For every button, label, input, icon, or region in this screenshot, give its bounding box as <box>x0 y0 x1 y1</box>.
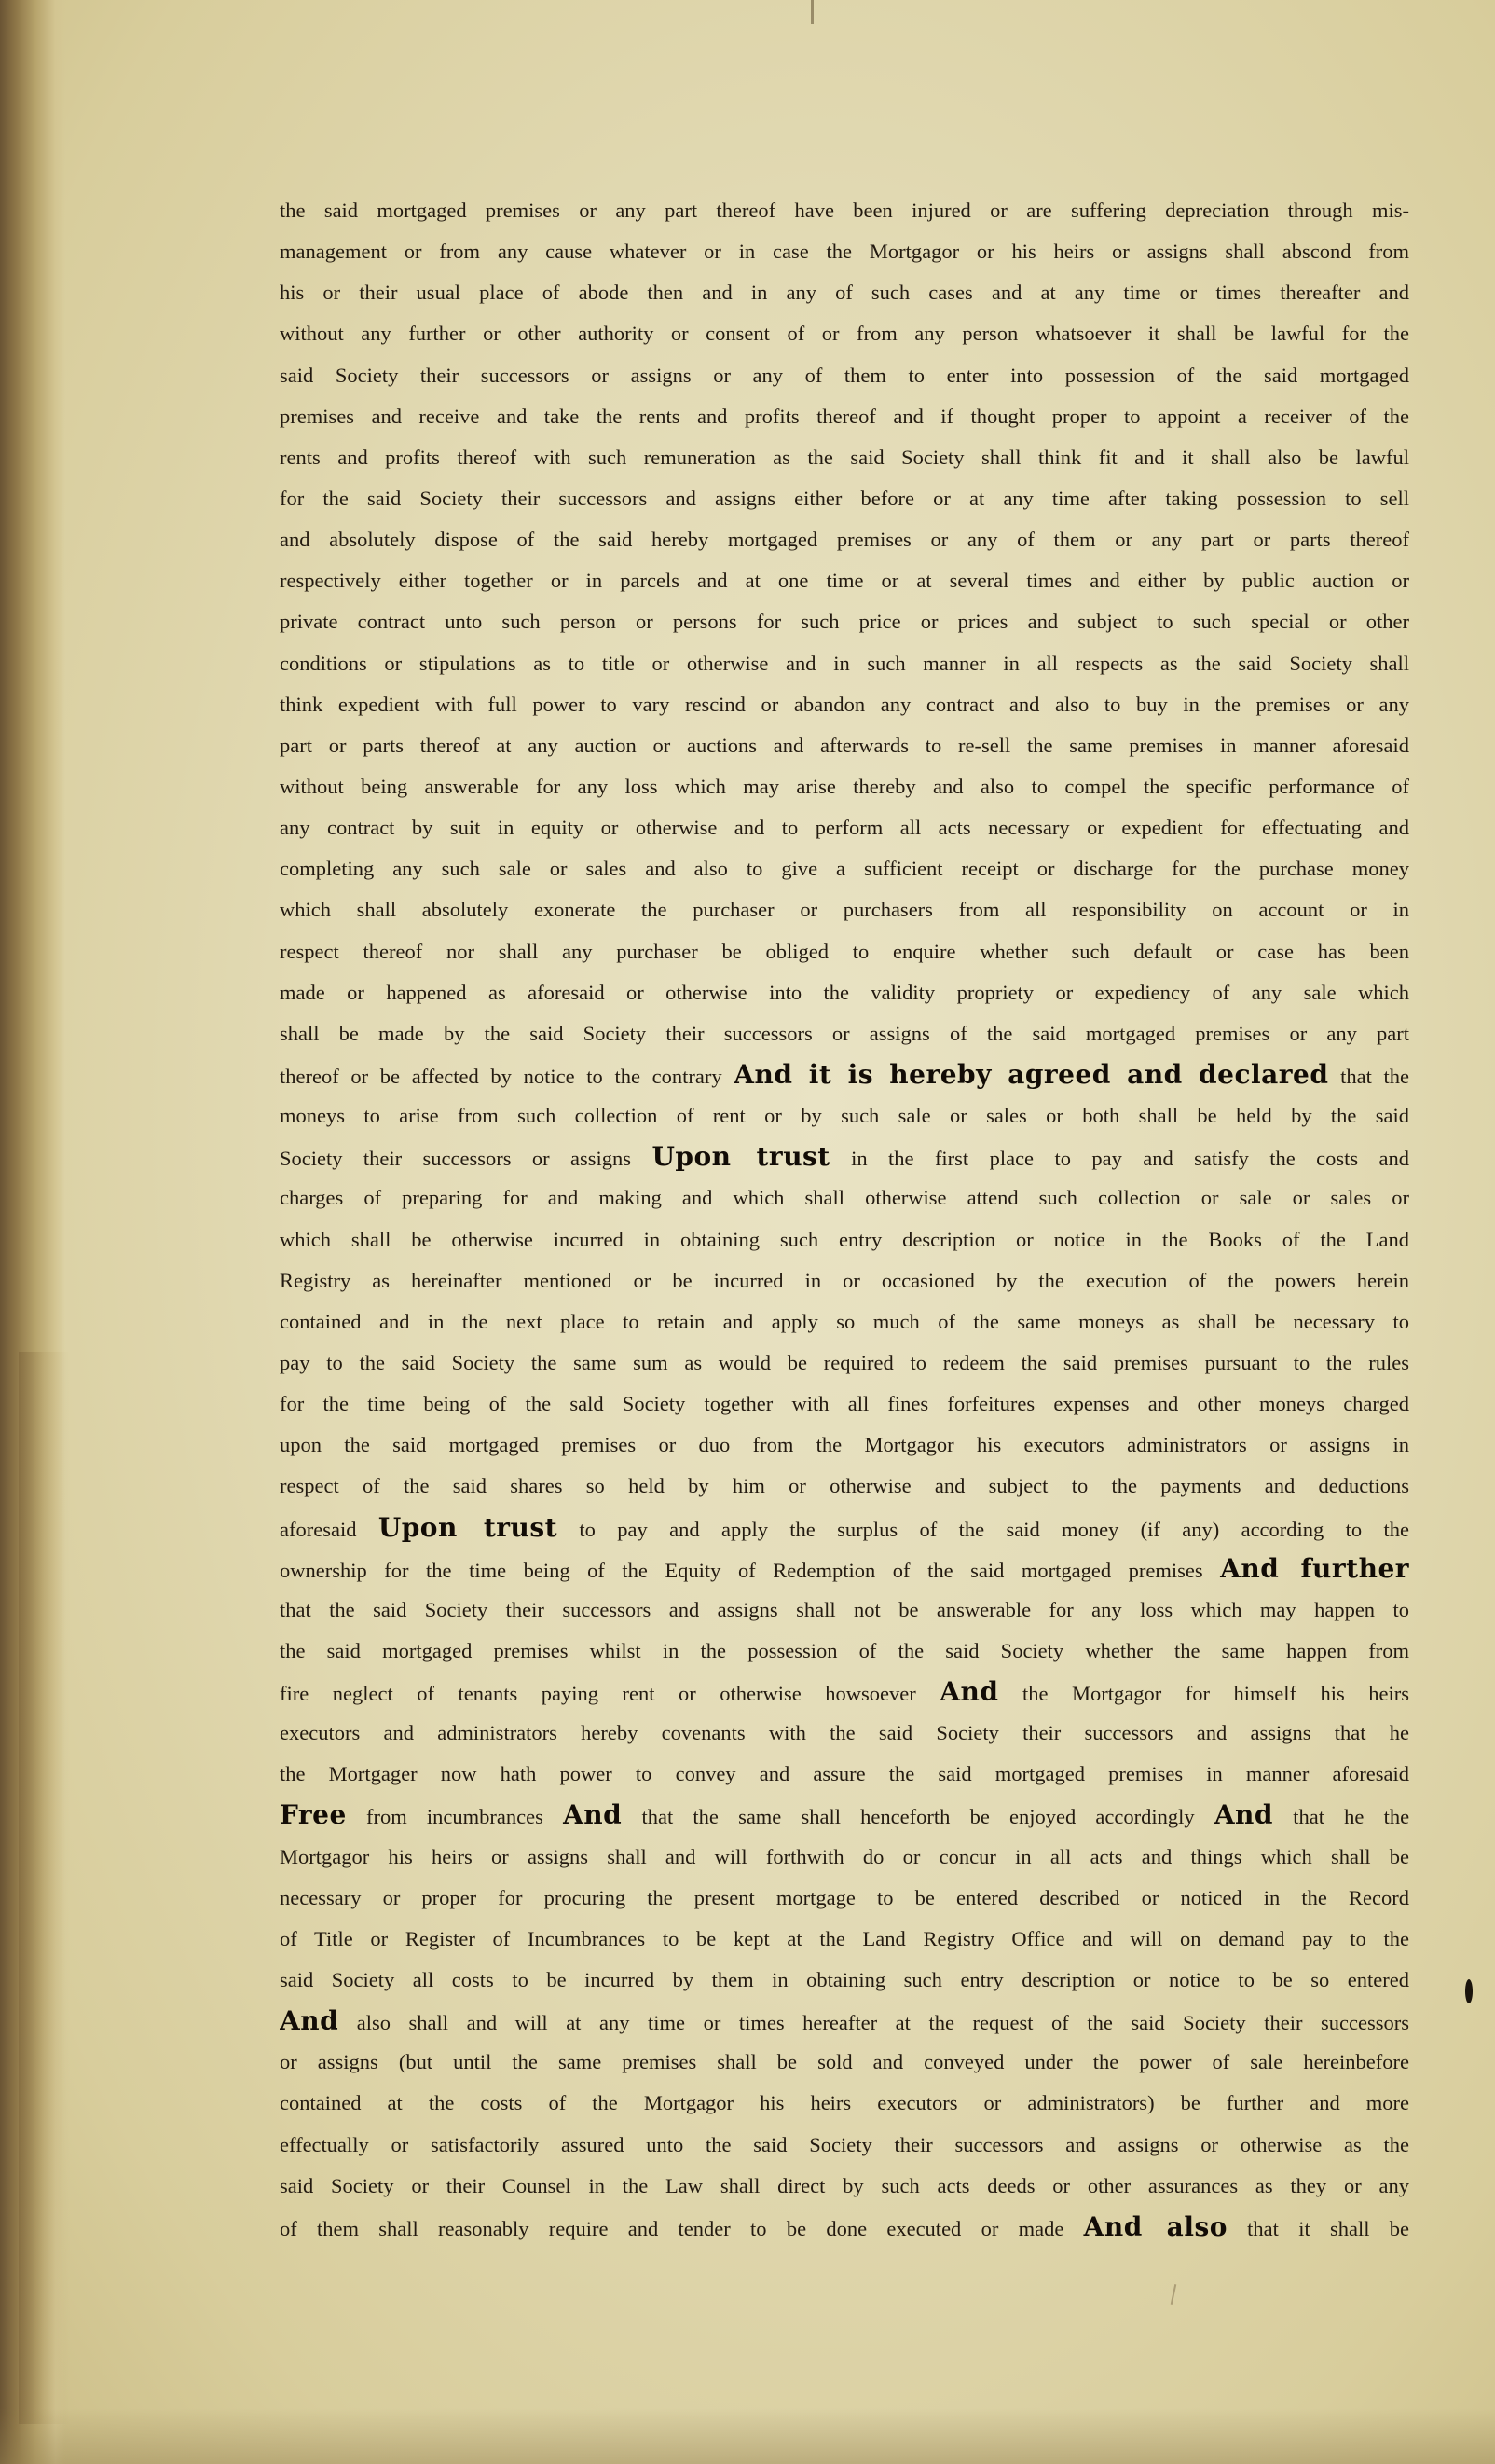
blackletter-phrase: And <box>280 2005 339 2037</box>
text-line: effectually or satisfactorily assured unto the said Society their successors and assigns or otherwise as the <box>280 2132 1409 2156</box>
text-line: or assigns (but until the same premises shall be sold and conveyed under the power of sale hereinbefore <box>280 2050 1409 2074</box>
paper-mark <box>1171 2284 1177 2305</box>
blackletter-phrase: Upon trust <box>651 1141 830 1173</box>
text-line: of them shall reasonably require and tender to be done executed or made And also that it shall be <box>280 2210 1409 2242</box>
text-line: for the said Society their successors and assigns either before or at any time after taking possession to sell <box>280 486 1409 510</box>
text-line: management or from any cause whatever or in case the Mortgagor or his heirs or assigns shall abscond from <box>280 240 1409 264</box>
text-line: said Society or their Counsel in the Law shall direct by such acts deeds or other assurances as they or any <box>280 2173 1409 2197</box>
text-line: respectively either together or in parcels and at one time or at several times and either by public auction or <box>280 569 1409 593</box>
text-line: which shall absolutely exonerate the purchaser or purchasers from all responsibility on account or in <box>280 898 1409 922</box>
text-line: without being answerable for any loss which may arise thereby and also to compel the specific performance of <box>280 774 1409 798</box>
text-line: Society their successors or assigns Upon trust in the first place to pay and satisfy the costs and <box>280 1141 1409 1173</box>
blackletter-phrase: And <box>940 1676 999 1708</box>
text-line: the said mortgaged premises whilst in the possession of the said Society whether the same happen from <box>280 1638 1409 1662</box>
ink-blot <box>1465 1979 1473 2003</box>
text-line: executors and administrators hereby covenants with the said Society their successors and assigns that he <box>280 1721 1409 1745</box>
text-line: of Title or Register of Incumbrances to be kept at the Land Registry Office and will on demand pay to the <box>280 1926 1409 1950</box>
text-line: which shall be otherwise incurred in obtaining such entry description or notice in the Books of the Land <box>280 1227 1409 1251</box>
blackletter-phrase: And also <box>1083 2210 1228 2242</box>
text-line: part or parts thereof at any auction or auctions and afterwards to re-sell the same premises in manner aforesaid <box>280 733 1409 757</box>
blackletter-phrase: Upon trust <box>377 1511 558 1543</box>
text-line: Registry as hereinafter mentioned or be incurred in or occasioned by the execution of the powers herein <box>280 1268 1409 1292</box>
text-line: ownership for the time being of the Equity of Redemption of the said mortgaged premises And further <box>280 1552 1409 1584</box>
text-line: premises and receive and take the rents and profits thereof and if thought proper to appoint a receiver of the <box>280 404 1409 428</box>
text-line: completing any such sale or sales and also to give a sufficient receipt or discharge for the purchase money <box>280 857 1409 881</box>
text-line: thereof or be affected by notice to the contrary And it is hereby agreed and declared that the <box>280 1058 1409 1090</box>
text-line: that the said Society their successors and assigns shall not be answerable for any loss which may happen to <box>280 1597 1409 1621</box>
page-bottom-shadow <box>0 2408 1495 2464</box>
text-line: aforesaid Upon trust to pay and apply the surplus of the said money (if any) according to the <box>280 1511 1409 1543</box>
text-line: necessary or proper for procuring the present mortgage to be entered described or noticed in the Record <box>280 1885 1409 1909</box>
text-line: charges of preparing for and making and which shall otherwise attend such collection or sale or sales or <box>280 1186 1409 1210</box>
text-line: said Society all costs to be incurred by them in obtaining such entry description or notice to be so entered <box>280 1968 1409 1992</box>
text-line: the Mortgager now hath power to convey and assure the said mortgaged premises in manner aforesaid <box>280 1762 1409 1786</box>
text-line: rents and profits thereof with such remuneration as the said Society shall think fit and it shall also be lawful <box>280 445 1409 469</box>
text-line: without any further or other authority or consent of or from any person whatsoever it shall be lawful for the <box>280 322 1409 346</box>
text-line: pay to the said Society the same sum as would be required to redeem the said premises pursuant to the rules <box>280 1350 1409 1374</box>
text-line: respect of the said shares so held by him or otherwise and subject to the payments and deductions <box>280 1474 1409 1498</box>
text-line: his or their usual place of abode then and in any of such cases and at any time or times thereafter and <box>280 281 1409 305</box>
text-line: any contract by suit in equity or otherwise and to perform all acts necessary or expedient for effectuating and <box>280 816 1409 840</box>
text-line: for the time being of the sald Society together with all fines forfeitures expenses and other moneys charged <box>280 1392 1409 1416</box>
blackletter-phrase: And it is hereby agreed and declared <box>734 1058 1329 1090</box>
text-line: upon the said mortgaged premises or duo from the Mortgagor his executors administrators or assigns in <box>280 1433 1409 1457</box>
text-line: Mortgagor his heirs or assigns shall and will forthwith do or concur in all acts and things which shall be <box>280 1844 1409 1868</box>
text-line: shall be made by the said Society their successors or assigns of the said mortgaged premises or any part <box>280 1021 1409 1045</box>
text-line: the said mortgaged premises or any part thereof have been injured or are suffering depreciation through mis- <box>280 199 1409 222</box>
text-line: fire neglect of tenants paying rent or otherwise howsoever And the Mortgagor for himself his heirs <box>280 1676 1409 1708</box>
text-line: contained at the costs of the Mortgagor his heirs executors or administrators) be further and more <box>280 2091 1409 2115</box>
blackletter-phrase: And further <box>1220 1552 1409 1584</box>
fold-mark <box>811 0 814 24</box>
text-line: private contract unto such person or persons for such price or prices and subject to such special or other <box>280 610 1409 634</box>
deed-text <box>280 190 1409 2248</box>
blackletter-phrase: And <box>1214 1799 1273 1831</box>
text-line: moneys to arise from such collection of rent or by such sale or sales or both shall be held by the said <box>280 1104 1409 1128</box>
text-line: made or happened as aforesaid or otherwise into the validity propriety or expediency of any sale which <box>280 980 1409 1004</box>
text-line: And also shall and will at any time or times hereafter at the request of the said Society their successors <box>280 2005 1409 2037</box>
binding-stain <box>19 1352 70 2424</box>
text-line: conditions or stipulations as to title or otherwise and in such manner in all respects as the said Society shall <box>280 651 1409 675</box>
text-line: contained and in the next place to retain and apply so much of the same moneys as shall be necessary to <box>280 1309 1409 1333</box>
blackletter-phrase: And <box>563 1799 623 1831</box>
text-line: Free from incumbrances And that the same shall henceforth be enjoyed accordingly And that he the <box>280 1799 1409 1831</box>
blackletter-phrase: Free <box>280 1799 347 1831</box>
text-line: and absolutely dispose of the said hereby mortgaged premises or any of them or any part or parts thereof <box>280 528 1409 552</box>
text-line: respect thereof nor shall any purchaser be obliged to enquire whether such default or case has been <box>280 939 1409 963</box>
text-line: think expedient with full power to vary rescind or abandon any contract and also to buy in the premises or any <box>280 692 1409 716</box>
text-line: said Society their successors or assigns or any of them to enter into possession of the said mortgaged <box>280 363 1409 387</box>
